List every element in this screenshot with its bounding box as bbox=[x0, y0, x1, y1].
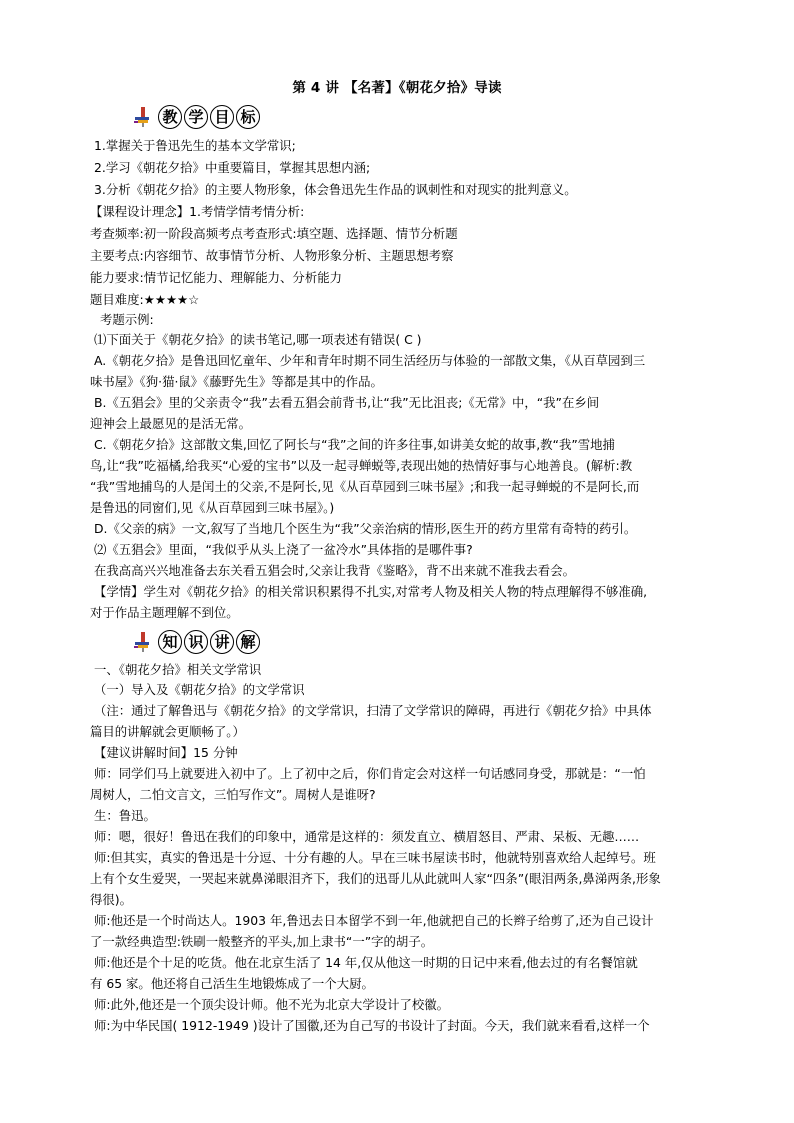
page-title: 第 4 讲 【名著】《朝花夕拾》导读 bbox=[292, 80, 502, 96]
dialogue-line: 师:他还是个十足的吃货。他在北京生活了 14 年,仅从他这一时期的日记中来看,他去过的有名餐馆就 bbox=[94, 955, 638, 970]
dialogue-line: 生：鲁迅。 bbox=[94, 808, 156, 823]
option-line: 味书屋》《狗·猫·鼠》《藤野先生》等都是其中的作品。 bbox=[90, 374, 383, 389]
subsection-heading: （一）导入及《朝花夕拾》的文学常识 bbox=[94, 682, 305, 697]
pushpin-icon bbox=[132, 631, 154, 653]
option-line: B.《五猖会》里的父亲责令“我”去看五猖会前背书,让“我”无比沮丧;《无常》中，“我”在乡间 bbox=[94, 395, 600, 410]
note-line: （注：通过了解鲁迅与《朝花夕拾》的文学常识，扫清了文学常识的障碍，再进行《朝花夕拾》中具体 bbox=[94, 703, 652, 718]
option-line: 迎神会上最愿见的是活无常。 bbox=[90, 416, 252, 431]
learning-situation-line: 对于作品主题理解不到位。 bbox=[90, 605, 239, 620]
section-banner-teaching-goals bbox=[132, 103, 262, 131]
objective-line: 3.分析《朝花夕拾》的主要人物形象，体会鲁迅先生作品的讽刺性和对现实的批判意义。 bbox=[94, 182, 577, 197]
exam-frequency-line: 考查频率:初一阶段高频考点考查形式:填空题、选择题、情节分析题 bbox=[90, 226, 458, 241]
dialogue-line: 师:此外,他还是一个顶尖设计师。他不光为北京大学设计了校徽。 bbox=[94, 997, 450, 1012]
dialogue-line: 师：嗯，很好！鲁迅在我们的印象中，通常是这样的：须发直立、横眉怒目、严肃、呆板、无趣…… bbox=[94, 829, 640, 844]
section-banner-knowledge bbox=[132, 628, 262, 656]
option-line: C.《朝花夕拾》这部散文集,回忆了阿长与“我”之间的许多往事,如讲美女蛇的故事,教“我”雪地捕 bbox=[94, 437, 615, 452]
dialogue-line: 师:但其实，真实的鲁迅是十分逗、十分有趣的人。早在三味书屋读书时，他就特别喜欢给人起绰号。班 bbox=[94, 850, 656, 865]
example-heading: 考题示例: bbox=[100, 312, 154, 327]
pushpin-icon bbox=[132, 106, 154, 128]
dialogue-line: 上有个女生爱哭，一哭起来就鼻涕眼泪齐下，我们的迅哥儿从此就叫人家“四条”(眼泪两条,鼻涕两条,形象 bbox=[90, 871, 661, 886]
dialogue-line: 师：同学们马上就要进入初中了。上了初中之后，你们肯定会对这样一句话感同身受，那就是：“一怕 bbox=[94, 766, 646, 781]
option-line: 是鲁迅的同窗们,见《从百草园到三味书屋》。) bbox=[90, 500, 335, 515]
dialogue-line: 师:他还是一个时尚达人。1903 年,鲁迅去日本留学不到一年,他就把自己的长辫子给剪了,还为自己设计 bbox=[94, 913, 654, 928]
option-line: 鸟,让“我”吃福橘,给我买“心爱的宝书”以及一起寻蝉蜕等,表现出她的热情好事与心地善良。(解析:教 bbox=[90, 458, 633, 473]
banner-char: 学 bbox=[184, 105, 208, 129]
banner-char: 识 bbox=[184, 630, 208, 654]
option-line: D.《父亲的病》一文,叙写了当地几个医生为“我”父亲治病的情形,医生开的药方里常有奇特的药引。 bbox=[94, 521, 637, 536]
question-line: ⑵《五猖会》里面，“我似乎从头上浇了一盆冷水”具体指的是哪件事? bbox=[94, 542, 473, 557]
note-line: 篇目的讲解就会更顺畅了。） bbox=[90, 724, 245, 739]
difficulty-line: 题目难度:★★★★☆ bbox=[90, 292, 200, 307]
question-line: ⑴下面关于《朝花夕拾》的读书笔记,哪一项表述有错误( C ) bbox=[94, 332, 422, 347]
section-heading: 一、《朝花夕拾》相关文学常识 bbox=[94, 662, 262, 677]
banner-char: 目 bbox=[210, 105, 234, 129]
option-line: “我”雪地捕鸟的人是闰土的父亲,不是阿长,见《从百草园到三味书屋》;和我一起寻蝉蜕的不是阿长,而 bbox=[90, 479, 640, 494]
key-points-line: 主要考点:内容细节、故事情节分析、人物形象分析、主题思想考察 bbox=[90, 248, 454, 263]
ability-line: 能力要求:情节记忆能力、理解能力、分析能力 bbox=[90, 270, 342, 285]
dialogue-line: 得很)。 bbox=[90, 892, 133, 907]
dialogue-line: 周树人，二怕文言文，三怕写作文”。周树人是谁呀? bbox=[90, 787, 376, 802]
learning-situation-line: 【学情】学生对《朝花夕拾》的相关常识积累得不扎实,对常考人物及相关人物的特点理解得不够准确, bbox=[94, 584, 648, 599]
option-line: A.《朝花夕拾》是鲁迅回忆童年、少年和青年时期不同生活经历与体验的一部散文集，《从百草园到三 bbox=[94, 353, 646, 368]
suggested-time-line: 【建议讲解时间】15 分钟 bbox=[94, 745, 238, 760]
banner-char: 教 bbox=[158, 105, 182, 129]
banner-char: 知 bbox=[158, 630, 182, 654]
dialogue-line: 了一款经典造型:铁刷一般整齐的平头,加上隶书“一”字的胡子。 bbox=[90, 934, 434, 949]
design-concept-line: 【课程设计理念】1.考情学情考情分析: bbox=[90, 204, 305, 219]
answer-line: 在我高高兴兴地准备去东关看五猖会时,父亲让我背《鉴略》，背不出来就不准我去看会。 bbox=[94, 563, 575, 578]
dialogue-line: 师:为中华民国( 1912-1949 )设计了国徽,还为自己写的书设计了封面。今天，我们就来看看,这样一个 bbox=[94, 1018, 650, 1033]
banner-char: 标 bbox=[236, 105, 260, 129]
banner-char: 解 bbox=[236, 630, 260, 654]
objective-line: 2.学习《朝花夕拾》中重要篇目，掌握其思想内涵; bbox=[94, 160, 371, 175]
objective-line: 1.掌握关于鲁迅先生的基本文学常识; bbox=[94, 138, 296, 153]
dialogue-line: 有 65 家。他还将自己活生生地锻炼成了一个大厨。 bbox=[90, 976, 374, 991]
banner-char: 讲 bbox=[210, 630, 234, 654]
